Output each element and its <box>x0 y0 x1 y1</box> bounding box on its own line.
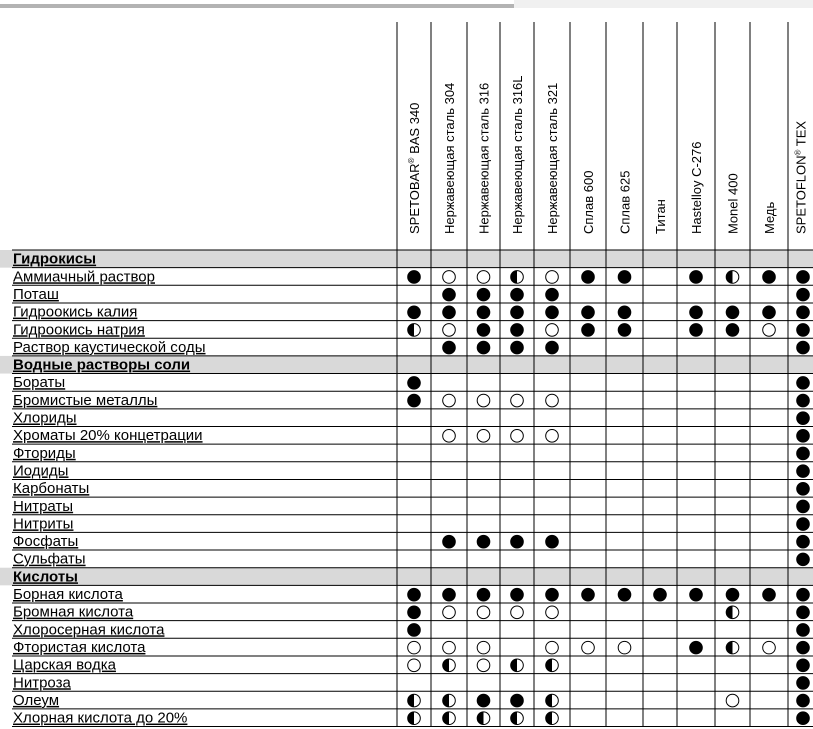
empty-circle-icon <box>443 271 456 284</box>
half-circle-icon <box>726 606 739 619</box>
half-circle-fill <box>408 324 414 337</box>
full-circle-icon <box>797 288 810 301</box>
section-band <box>0 568 813 586</box>
full-circle-icon <box>690 324 703 337</box>
empty-circle-icon <box>477 271 490 284</box>
full-circle-icon <box>546 588 559 601</box>
empty-circle-icon <box>443 606 456 619</box>
column-header <box>477 83 492 234</box>
empty-circle-icon <box>763 641 776 654</box>
half-circle-fill <box>546 694 552 707</box>
empty-circle-icon <box>546 430 559 443</box>
full-circle-icon <box>511 535 524 548</box>
full-circle-icon <box>511 341 524 354</box>
full-circle-icon <box>618 306 631 319</box>
full-circle-icon <box>690 588 703 601</box>
full-circle-icon <box>511 306 524 319</box>
full-circle-icon <box>797 624 810 637</box>
full-circle-icon <box>797 306 810 319</box>
full-circle-icon <box>618 324 631 337</box>
full-circle-icon <box>654 588 667 601</box>
full-circle-icon <box>797 465 810 478</box>
empty-circle-icon <box>443 430 456 443</box>
full-circle-icon <box>618 271 631 284</box>
empty-circle-icon <box>511 430 524 443</box>
empty-circle-icon <box>443 324 456 337</box>
half-circle-fill <box>477 712 483 725</box>
column-header <box>407 103 422 234</box>
row-label: Раствор каустической соды <box>13 338 206 356</box>
column-header-name: SPETOFLON <box>793 155 809 234</box>
half-circle-icon <box>546 712 559 725</box>
half-circle-icon <box>726 641 739 654</box>
column-header-name: Нержавеющая сталь 304 <box>442 82 457 234</box>
full-circle-icon <box>511 588 524 601</box>
half-circle-fill <box>546 712 552 725</box>
registered-mark: ® <box>407 157 416 164</box>
full-circle-icon <box>477 588 490 601</box>
full-circle-icon <box>726 324 739 337</box>
full-circle-icon <box>618 588 631 601</box>
full-circle-icon <box>477 694 490 707</box>
row-label: Фтористая кислота <box>13 638 146 656</box>
full-circle-icon <box>797 588 810 601</box>
half-circle-icon <box>546 694 559 707</box>
half-circle-fill <box>408 712 414 725</box>
row-label: Сульфаты <box>13 550 86 568</box>
row-label: Бромистые металлы <box>13 391 158 409</box>
half-circle-fill <box>726 606 732 619</box>
row-label: Иодиды <box>13 462 69 480</box>
half-circle-fill <box>511 271 517 284</box>
full-circle-icon <box>797 271 810 284</box>
full-circle-icon <box>797 324 810 337</box>
half-circle-fill <box>443 694 449 707</box>
full-circle-icon <box>443 341 456 354</box>
column-header <box>762 201 777 234</box>
row-label: Гидроокись натрия <box>13 321 145 339</box>
full-circle-icon <box>582 271 595 284</box>
full-circle-icon <box>511 324 524 337</box>
full-circle-icon <box>477 324 490 337</box>
empty-circle-icon <box>546 324 559 337</box>
full-circle-icon <box>408 606 421 619</box>
empty-circle-icon <box>763 324 776 337</box>
half-circle-icon <box>443 659 456 672</box>
column-header <box>510 75 525 234</box>
full-circle-icon <box>408 271 421 284</box>
full-circle-icon <box>546 535 559 548</box>
empty-circle-icon <box>477 430 490 443</box>
column-header-name: Нержавеющая сталь 316L <box>510 75 525 234</box>
half-circle-icon <box>443 712 456 725</box>
column-header-name: Monel 400 <box>725 173 741 234</box>
row-label: Хлорная кислота до 20% <box>13 709 188 727</box>
row-label: Карбонаты <box>13 480 90 498</box>
column-header-name: SPETOBAR <box>407 163 422 234</box>
column-header-name: Сплав 600 <box>581 170 596 234</box>
full-circle-icon <box>477 306 490 319</box>
row-label: Бораты <box>13 374 66 392</box>
empty-circle-icon <box>726 694 739 707</box>
empty-circle-icon <box>408 641 421 654</box>
row-label: Фториды <box>13 444 76 462</box>
half-circle-icon <box>511 712 524 725</box>
full-circle-icon <box>726 588 739 601</box>
half-circle-icon <box>408 324 421 337</box>
full-circle-icon <box>546 341 559 354</box>
half-circle-fill <box>443 659 449 672</box>
full-circle-icon <box>582 306 595 319</box>
full-circle-icon <box>797 430 810 443</box>
full-circle-icon <box>797 412 810 425</box>
full-circle-icon <box>477 288 490 301</box>
full-circle-icon <box>477 535 490 548</box>
empty-circle-icon <box>477 606 490 619</box>
half-circle-icon <box>726 271 739 284</box>
row-label: Гидроокись калия <box>13 303 138 321</box>
full-circle-icon <box>797 518 810 531</box>
section-label: Гидрокисы <box>13 250 97 268</box>
empty-circle-icon <box>477 659 490 672</box>
full-circle-icon <box>408 624 421 637</box>
half-circle-icon <box>443 694 456 707</box>
column-header-name: Нержавеющая сталь 316 <box>476 82 492 234</box>
column-header <box>545 83 560 234</box>
full-circle-icon <box>443 588 456 601</box>
half-circle-fill <box>511 659 517 672</box>
full-circle-icon <box>797 712 810 725</box>
full-circle-icon <box>408 588 421 601</box>
row-label: Нитраты <box>13 497 74 515</box>
column-header-name: Нержавеющая сталь 321 <box>545 82 560 234</box>
half-circle-icon <box>477 712 490 725</box>
full-circle-icon <box>763 306 776 319</box>
full-circle-icon <box>546 288 559 301</box>
empty-circle-icon <box>477 641 490 654</box>
row-label: Поташ <box>13 285 59 303</box>
full-circle-icon <box>797 482 810 495</box>
half-circle-fill <box>546 659 552 672</box>
empty-circle-icon <box>511 606 524 619</box>
column-header-name: Hastelloy C-276 <box>689 141 704 234</box>
half-circle-fill <box>443 712 449 725</box>
half-circle-icon <box>408 694 421 707</box>
full-circle-icon <box>797 641 810 654</box>
half-circle-fill <box>726 641 732 654</box>
column-header-suffix: TEX <box>793 120 809 150</box>
half-circle-fill <box>408 694 414 707</box>
empty-circle-icon <box>443 641 456 654</box>
row-label: Царская водка <box>13 656 116 674</box>
full-circle-icon <box>797 377 810 390</box>
half-circle-icon <box>511 271 524 284</box>
empty-circle-icon <box>618 641 631 654</box>
section-label: Кислоты <box>13 568 78 586</box>
full-circle-icon <box>797 659 810 672</box>
empty-circle-icon <box>477 394 490 407</box>
full-circle-icon <box>443 306 456 319</box>
column-header-suffix: BAS 340 <box>407 102 422 158</box>
full-circle-icon <box>582 588 595 601</box>
half-circle-fill <box>511 712 517 725</box>
column-header <box>618 171 633 234</box>
half-circle-icon <box>408 712 421 725</box>
column-header <box>794 121 809 234</box>
column-header <box>653 199 668 234</box>
row-label: Борная кислота <box>13 586 123 603</box>
empty-circle-icon <box>408 659 421 672</box>
full-circle-icon <box>408 394 421 407</box>
full-circle-icon <box>690 271 703 284</box>
column-header <box>726 173 741 234</box>
empty-circle-icon <box>443 394 456 407</box>
full-circle-icon <box>797 394 810 407</box>
row-label: Олеум <box>13 691 60 709</box>
full-circle-icon <box>797 553 810 566</box>
full-circle-icon <box>408 306 421 319</box>
row-label: Фосфаты <box>13 533 79 551</box>
row-label: Аммиачный раствор <box>13 268 155 286</box>
half-circle-icon <box>511 659 524 672</box>
row-label: Нитроза <box>13 674 71 692</box>
half-circle-icon <box>546 659 559 672</box>
full-circle-icon <box>582 324 595 337</box>
section-band <box>0 250 813 268</box>
registered-mark: ® <box>793 149 803 156</box>
column-header-name: Медь <box>762 201 777 234</box>
full-circle-icon <box>477 341 490 354</box>
full-circle-icon <box>797 500 810 513</box>
full-circle-icon <box>797 341 810 354</box>
full-circle-icon <box>408 377 421 390</box>
column-header <box>442 83 457 234</box>
half-circle-fill <box>726 271 732 284</box>
column-header <box>581 171 596 234</box>
row-label: Хроматы 20% концетрации <box>13 427 203 445</box>
empty-circle-icon <box>546 394 559 407</box>
row-label: Нитриты <box>13 515 74 533</box>
full-circle-icon <box>797 694 810 707</box>
full-circle-icon <box>690 641 703 654</box>
section-label: Водные растворы соли <box>13 356 191 374</box>
empty-circle-icon <box>582 641 595 654</box>
full-circle-icon <box>797 677 810 690</box>
full-circle-icon <box>511 288 524 301</box>
empty-circle-icon <box>511 394 524 407</box>
full-circle-icon <box>797 606 810 619</box>
full-circle-icon <box>443 535 456 548</box>
full-circle-icon <box>546 306 559 319</box>
full-circle-icon <box>797 535 810 548</box>
full-circle-icon <box>726 306 739 319</box>
full-circle-icon <box>690 306 703 319</box>
full-circle-icon <box>763 271 776 284</box>
full-circle-icon <box>797 447 810 460</box>
empty-circle-icon <box>546 606 559 619</box>
column-header <box>689 142 704 235</box>
row-label: Хлориды <box>13 409 77 427</box>
column-header-name: Сплав 625 <box>617 170 633 234</box>
full-circle-icon <box>443 288 456 301</box>
row-label: Бромная кислота <box>13 603 134 621</box>
empty-circle-icon <box>546 641 559 654</box>
full-circle-icon <box>511 694 524 707</box>
column-header-name: Титан <box>653 199 668 234</box>
row-label: Хлоросерная кислота <box>13 621 165 639</box>
empty-circle-icon <box>546 271 559 284</box>
full-circle-icon <box>763 588 776 601</box>
